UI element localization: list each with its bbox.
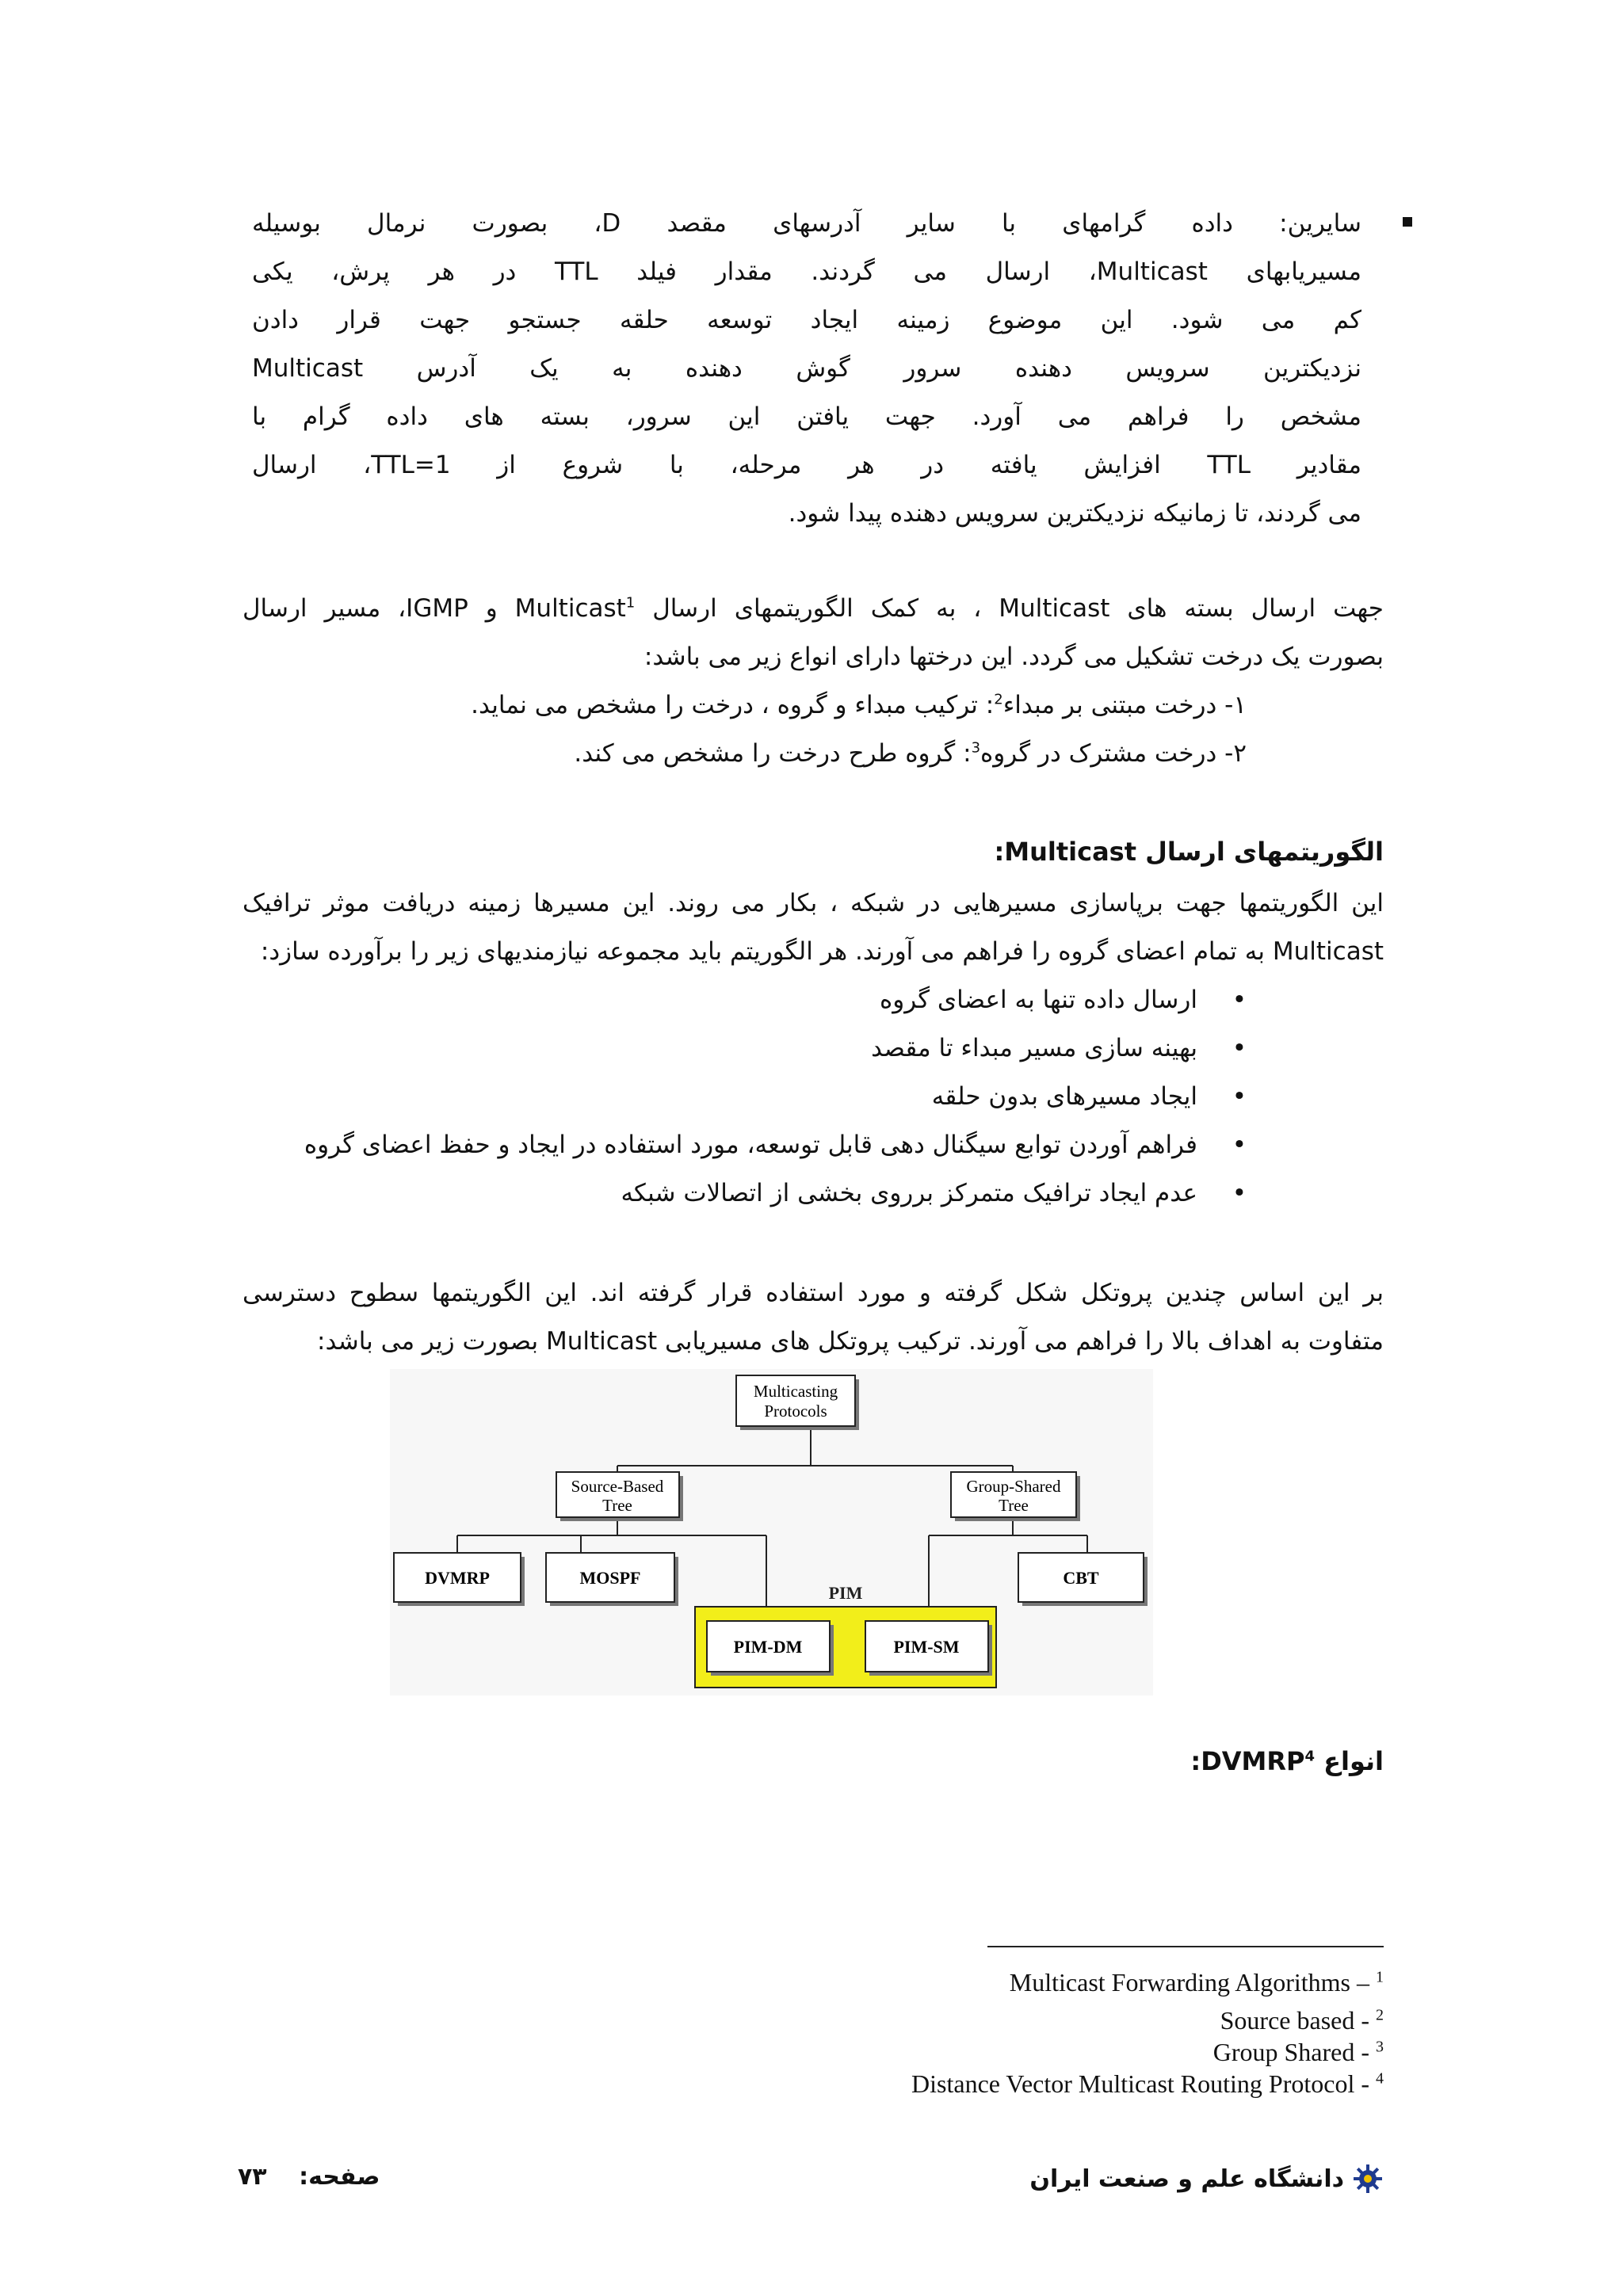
pim-dm-node (707, 1621, 834, 1676)
page-label: صفحه: (299, 2163, 380, 2191)
bullet-paragraph (252, 200, 1361, 538)
algorithms-line-1: این الگوریتمها جهت برپاسازی مسیرهایی در شبکه ، بکار می روند. این مسیرها زمینه دریافت موثر ترافیک (242, 889, 1384, 917)
dvmrp-heading: انواع DVMRP$^4$: (1190, 1746, 1384, 1776)
dvmrp-label: DVMRP (425, 1568, 490, 1588)
tree-type-2: ۲- درخت مشترک در گروه$^3$: گروه طرح درخت را مشخص می کند. (574, 739, 1247, 768)
mospf-node (546, 1553, 678, 1606)
tree-line-1: جهت ارسال بسته های Multicast ، به کمک الگوریتمهای ارسال Multicast$^1$ و IGMP، مسیر ارسال (242, 594, 1384, 623)
pim-sm-label: PIM-SM (893, 1637, 960, 1657)
footnote-4: Distance Vector Multicast Routing Protocol - $^4$ (911, 2069, 1384, 2098)
bullet-icon: • (1232, 1082, 1247, 1111)
footnote-3: Group Shared - $^3$ (1212, 2038, 1384, 2066)
source-based-tree-node (556, 1472, 683, 1521)
footnote-ref: 1 (625, 594, 636, 612)
pim-label: PIM (828, 1583, 863, 1603)
group-shared-tree-node (951, 1472, 1080, 1521)
bullet-line: می گردند، تا زمانیکه نزدیکترین سرویس دهنده پیدا شود. (788, 499, 1361, 528)
group-shared-label-1: Group-Shared (966, 1477, 1061, 1496)
list-item: • ایجاد مسیرهای بدون حلقه (304, 1073, 1247, 1121)
protocols-line-2: متفاوت به اهداف بالا را فراهم می آورند. ترکیب پروتکل های مسیریابی Multicast بصورت زیر می باشد: (317, 1327, 1384, 1356)
bullet-icon: • (1232, 1034, 1247, 1062)
section-heading: الگوریتمهای ارسال Multicast: (994, 837, 1384, 867)
university-logo-icon (1352, 2163, 1384, 2195)
list-item: • فراهم آوردن توابع سیگنال دهی قابل توسعه، مورد استفاده در ایجاد و حفظ اعضای گروه (304, 1121, 1247, 1169)
footnote-ref: 3 (971, 739, 981, 757)
source-based-label-1: Source-Based (571, 1477, 664, 1496)
tree-paragraph (242, 585, 1384, 681)
bullet-icon: • (1232, 1131, 1247, 1159)
university-name: دانشگاه علم و صنعت ایران (1029, 2164, 1344, 2193)
protocols-paragraph (242, 1269, 1384, 1366)
square-bullet-icon (1403, 217, 1412, 227)
bullet-icon: • (1232, 986, 1247, 1014)
footnote-1: Multicast Forwarding Algorithms – $^1$ (1009, 1968, 1384, 1997)
footnote-ref: 4 (1304, 1748, 1315, 1765)
list-item: • بهینه سازی مسیر مبداء تا مقصد (304, 1024, 1247, 1073)
bullet-line: مقادیر TTL افزایش یافته در هر مرحله، با شروع از TTL=1، ارسال (252, 451, 1362, 479)
bullet-line: مسیریابهای Multicast، ارسال می گردند. مقدار فیلد TTL در هر پرش، یکی (252, 257, 1361, 286)
list-item: • عدم ایجاد ترافیک متمرکز برروی بخشی از اتصالات شبکه (304, 1169, 1247, 1218)
mospf-label: MOSPF (579, 1568, 641, 1588)
pim-dm-label: PIM-DM (733, 1637, 803, 1657)
cbt-label: CBT (1063, 1568, 1099, 1588)
algorithms-paragraph (242, 879, 1384, 976)
dvmrp-node (394, 1553, 525, 1606)
algorithms-line-2: Multicast به تمام اعضای گروه را فراهم می آورند. هر الگوریتم باید مجموعه نیازمندیهای زیر را برآورده سازد: (260, 937, 1384, 966)
footnote-divider (987, 1946, 1384, 1947)
source-based-label-2: Tree (602, 1496, 632, 1515)
bullet-line: کم می شود. این موضوع زمینه ایجاد توسعه حلقه جستجو جهت قرار دادن (252, 306, 1361, 334)
page-number: ۷۳ (238, 2163, 267, 2191)
bullet-line: مشخص را فراهم می آورد. جهت یافتن این سرور، بسته های داده گرام با (252, 402, 1361, 431)
footer-university (1029, 2163, 1384, 2195)
root-node (736, 1375, 859, 1430)
bullet-icon: • (1232, 1179, 1247, 1207)
bullet-line: سایرین: داده گرامهای با سایر آدرسهای مقصد D، بصورت نرمال بوسیله (252, 209, 1361, 238)
cbt-node (1018, 1553, 1148, 1606)
multicast-protocols-diagram (390, 1369, 1153, 1695)
tree-type-1: ۱- درخت مبتنی بر مبداء$^2$: ترکیب مبداء و گروه ، درخت را مشخص می نماید. (471, 691, 1247, 719)
page-number-block (238, 2163, 380, 2191)
footnote-ref: 2 (994, 691, 1003, 708)
root-node-label-1: Multicasting (753, 1382, 838, 1401)
list-item: • ارسال داده تنها به اعضای گروه (304, 976, 1247, 1024)
tree-line-2: بصورت یک درخت تشکیل می گردد. این درختها دارای انواع زیر می باشد: (643, 643, 1384, 671)
protocols-line-1: بر این اساس چندین پروتکل شکل گرفته و مورد استفاده قرار گرفته اند. این الگوریتمها سطوح دسترسی (242, 1279, 1384, 1307)
root-node-label-2: Protocols (764, 1402, 827, 1421)
footnote-2: Source based - $^2$ (1220, 2006, 1384, 2035)
pim-sm-node (865, 1621, 992, 1676)
requirements-list (304, 976, 1247, 1218)
group-shared-label-2: Tree (999, 1496, 1029, 1515)
bullet-line: نزدیکترین سرویس دهنده سرور گوش دهنده به یک آدرس Multicast (252, 354, 1361, 383)
